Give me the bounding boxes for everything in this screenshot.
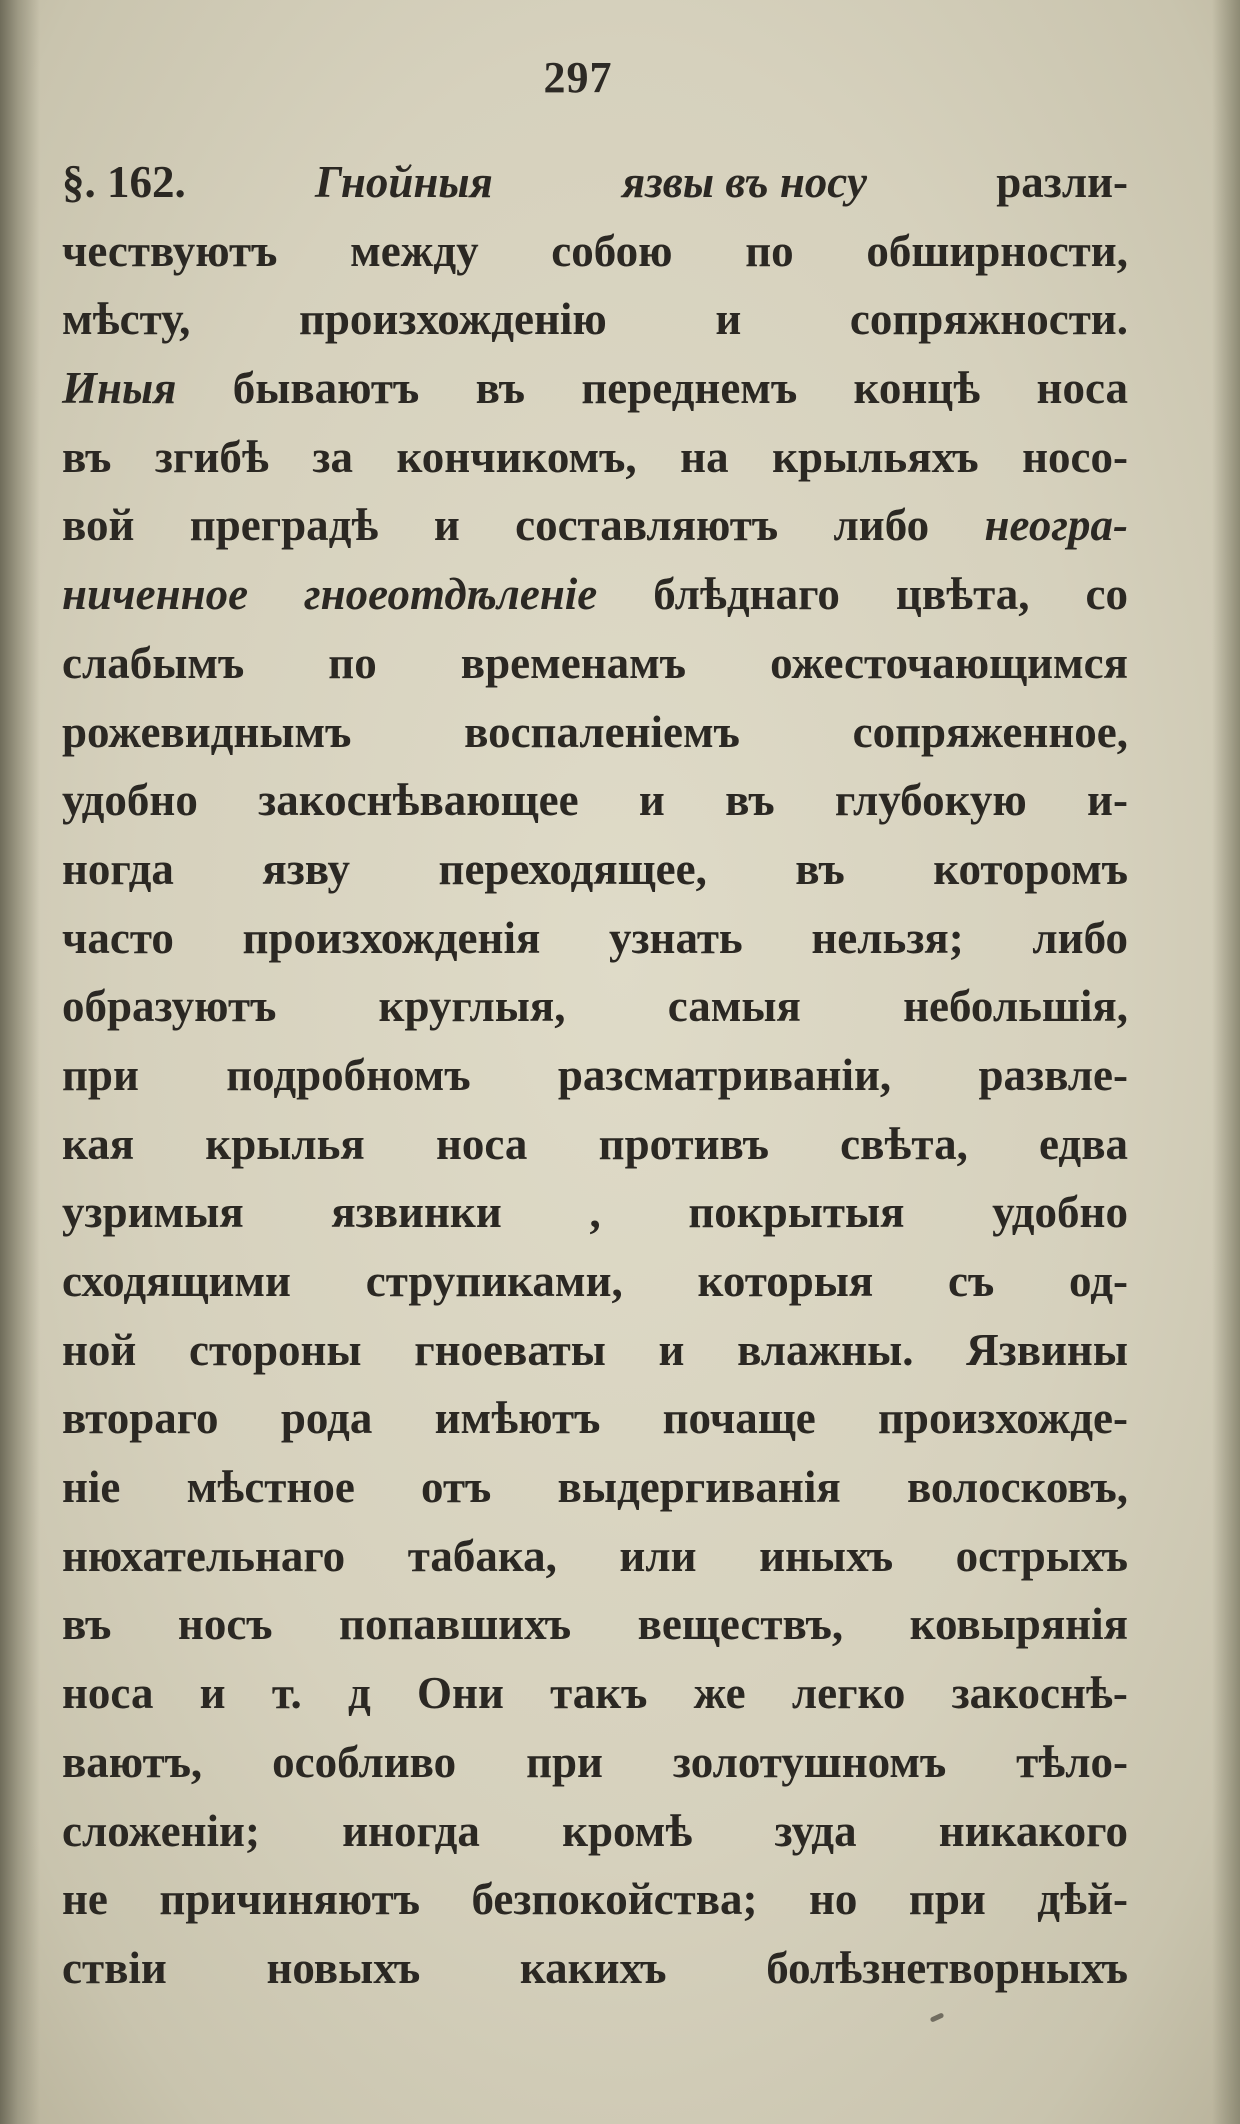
text-line bbox=[62, 1384, 1128, 1453]
word: попавшихъ bbox=[339, 1599, 572, 1650]
word: , bbox=[589, 1187, 601, 1238]
word: разсматриваніи, bbox=[557, 1049, 892, 1100]
text-line bbox=[62, 835, 1128, 904]
word: которыя bbox=[697, 1256, 874, 1306]
word: язву bbox=[262, 843, 351, 894]
text-line bbox=[62, 1728, 1128, 1797]
word: кончикомъ, bbox=[396, 431, 637, 482]
word: табака, bbox=[407, 1530, 557, 1581]
word: закоснѣ- bbox=[951, 1668, 1128, 1719]
word: од- bbox=[1069, 1256, 1128, 1306]
word: Гнойныя bbox=[315, 157, 493, 207]
word: носа bbox=[1036, 363, 1128, 414]
word: струпиками, bbox=[365, 1256, 623, 1306]
word: язвинки bbox=[331, 1187, 502, 1238]
word: и bbox=[638, 775, 665, 826]
word: произхожденія bbox=[242, 912, 541, 963]
word: такъ bbox=[550, 1668, 648, 1719]
word: разли- bbox=[996, 157, 1128, 207]
word: въ bbox=[475, 363, 526, 414]
text-line bbox=[62, 1110, 1128, 1179]
text-line bbox=[62, 1865, 1128, 1934]
text-line bbox=[62, 1797, 1128, 1866]
word: никакого bbox=[938, 1805, 1128, 1856]
word: ниченное bbox=[62, 569, 249, 620]
text-line bbox=[62, 698, 1128, 767]
word: болѣзнетворныхъ bbox=[766, 1942, 1128, 1993]
word: крыльяхъ bbox=[772, 431, 979, 482]
text-line bbox=[62, 904, 1128, 973]
word: ствіи bbox=[62, 1942, 167, 1993]
word: либо bbox=[1032, 912, 1128, 963]
word: въ bbox=[62, 431, 112, 482]
word: тѣло- bbox=[1016, 1736, 1128, 1787]
word: §. 162. bbox=[62, 157, 186, 207]
word: часто bbox=[62, 912, 174, 963]
word: съ bbox=[948, 1256, 995, 1306]
word: зуда bbox=[774, 1805, 857, 1856]
word: и bbox=[199, 1668, 226, 1719]
word: временамъ bbox=[460, 637, 687, 688]
word: згибѣ bbox=[154, 431, 269, 482]
word: носъ bbox=[177, 1599, 273, 1650]
word: безпокойства; bbox=[471, 1874, 758, 1925]
word: концѣ bbox=[853, 363, 981, 414]
text-line bbox=[62, 1316, 1128, 1385]
word: ной bbox=[62, 1324, 137, 1375]
text-line bbox=[62, 1453, 1128, 1522]
word: ногда bbox=[62, 843, 174, 894]
word: носа bbox=[62, 1668, 154, 1719]
page-number: 297 bbox=[543, 53, 613, 102]
word: отъ bbox=[421, 1462, 492, 1513]
word: узримыя bbox=[62, 1187, 244, 1238]
word: со bbox=[1085, 569, 1128, 620]
text-line bbox=[62, 148, 1128, 217]
word: подробномъ bbox=[226, 1049, 471, 1100]
word: свѣта, bbox=[840, 1118, 968, 1169]
word: нюхательнаго bbox=[62, 1530, 346, 1581]
word: на bbox=[680, 431, 729, 482]
word: иногда bbox=[342, 1805, 480, 1856]
word: рода bbox=[280, 1393, 373, 1444]
word: воспаленіемъ bbox=[464, 706, 740, 757]
text-line bbox=[62, 1041, 1128, 1110]
word: обширности, bbox=[866, 225, 1128, 276]
text-line bbox=[62, 1178, 1128, 1247]
word: въ bbox=[62, 1599, 112, 1650]
word: при bbox=[908, 1874, 986, 1925]
word: гноеваты bbox=[414, 1324, 606, 1375]
word: влажны. bbox=[737, 1324, 914, 1375]
word: и bbox=[715, 294, 742, 345]
word: мѣсту, bbox=[62, 294, 191, 345]
word: чествуютъ bbox=[62, 225, 278, 276]
word: вой bbox=[62, 500, 135, 551]
text-line bbox=[62, 1659, 1128, 1728]
word: веществъ, bbox=[637, 1599, 844, 1650]
word: д bbox=[348, 1668, 371, 1719]
word: новыхъ bbox=[266, 1942, 421, 1993]
word: крылья bbox=[205, 1118, 365, 1169]
word: кромѣ bbox=[562, 1805, 693, 1856]
word: сопряжности. bbox=[849, 294, 1128, 345]
word: закоснѣвающее bbox=[258, 775, 579, 826]
word: и bbox=[433, 500, 460, 551]
word: противъ bbox=[598, 1118, 769, 1169]
word: переднемъ bbox=[581, 363, 798, 414]
word: золотушномъ bbox=[672, 1736, 947, 1787]
word: мѣстное bbox=[186, 1462, 355, 1513]
word: острыхъ bbox=[955, 1530, 1128, 1581]
text-line bbox=[62, 354, 1128, 423]
text-line bbox=[62, 1522, 1128, 1591]
word: между bbox=[350, 225, 479, 276]
text-line bbox=[62, 217, 1128, 286]
word: причиняютъ bbox=[159, 1874, 420, 1925]
word: при bbox=[526, 1736, 603, 1787]
text-line bbox=[62, 972, 1128, 1041]
word: едва bbox=[1039, 1118, 1128, 1169]
word: но bbox=[809, 1874, 858, 1925]
text-line bbox=[62, 766, 1128, 835]
word: и bbox=[658, 1324, 685, 1375]
word: удобно bbox=[62, 775, 198, 826]
text-line bbox=[62, 629, 1128, 698]
text-line bbox=[62, 560, 1128, 629]
word: при bbox=[62, 1049, 139, 1100]
word: неогра- bbox=[984, 500, 1128, 551]
word: почаще bbox=[662, 1393, 816, 1444]
word: кая bbox=[62, 1118, 135, 1169]
word: Иныя bbox=[62, 363, 177, 414]
word: Они bbox=[417, 1668, 504, 1719]
word: самыя bbox=[667, 981, 801, 1032]
word: небольшія, bbox=[903, 981, 1128, 1032]
word: рожевиднымъ bbox=[62, 706, 352, 757]
word: составляютъ bbox=[515, 500, 779, 551]
word: гноеотдѣленіе bbox=[304, 569, 598, 620]
word: не bbox=[62, 1874, 108, 1925]
word: собою bbox=[551, 225, 673, 276]
text-line bbox=[62, 1934, 1128, 2003]
word: по bbox=[745, 225, 794, 276]
word: волосковъ, bbox=[906, 1462, 1128, 1513]
word: сложеніи; bbox=[62, 1805, 260, 1856]
ink-smudge bbox=[930, 2012, 945, 2022]
word: бываютъ bbox=[232, 363, 420, 414]
word: какихъ bbox=[519, 1942, 667, 1993]
word: т. bbox=[271, 1668, 302, 1719]
word: ковырянія bbox=[909, 1599, 1128, 1650]
text-line bbox=[62, 423, 1128, 492]
word: либо bbox=[833, 500, 930, 551]
text-line bbox=[62, 1247, 1128, 1316]
word: узнать bbox=[608, 912, 743, 963]
word: за bbox=[312, 431, 353, 482]
word: удобно bbox=[992, 1187, 1128, 1238]
word: переходящее, bbox=[438, 843, 707, 894]
word: сопряженное, bbox=[852, 706, 1128, 757]
word: въ bbox=[795, 843, 845, 894]
word: иныхъ bbox=[759, 1530, 894, 1581]
word: язвы въ носу bbox=[622, 157, 867, 207]
word: выдергиванія bbox=[557, 1462, 841, 1513]
word: слабымъ bbox=[62, 637, 245, 688]
word: образуютъ bbox=[62, 981, 277, 1032]
word: которомъ bbox=[933, 843, 1128, 894]
text-line bbox=[62, 285, 1128, 354]
text-line bbox=[62, 491, 1128, 560]
word: произхожденію bbox=[298, 294, 607, 345]
word: Язвины bbox=[966, 1324, 1128, 1375]
word: покрытыя bbox=[688, 1187, 905, 1238]
word: легко bbox=[791, 1668, 906, 1719]
word: ніе bbox=[62, 1462, 121, 1513]
text-line bbox=[62, 1590, 1128, 1659]
word: имѣютъ bbox=[434, 1393, 601, 1444]
word: произхожде- bbox=[878, 1393, 1128, 1444]
word: въ bbox=[725, 775, 775, 826]
word: ожесточающимся bbox=[770, 637, 1128, 688]
word: или bbox=[619, 1530, 697, 1581]
word: блѣднаго bbox=[653, 569, 840, 620]
word: же bbox=[693, 1668, 746, 1719]
word: преградѣ bbox=[189, 500, 379, 551]
word: особливо bbox=[272, 1736, 457, 1787]
word: стороны bbox=[188, 1324, 362, 1375]
word: носа bbox=[435, 1118, 528, 1169]
word: и- bbox=[1087, 775, 1128, 826]
word: носо- bbox=[1022, 431, 1128, 482]
body-text bbox=[62, 148, 1128, 2003]
word: круглыя, bbox=[378, 981, 566, 1032]
word: нельзя; bbox=[811, 912, 964, 963]
word: по bbox=[328, 637, 377, 688]
word: дѣй- bbox=[1037, 1874, 1128, 1925]
word: сходящими bbox=[62, 1256, 291, 1306]
word: цвѣта, bbox=[895, 569, 1030, 620]
word: втораго bbox=[62, 1393, 219, 1444]
word: ваютъ, bbox=[62, 1736, 203, 1787]
word: развле- bbox=[978, 1049, 1128, 1100]
word: глубокую bbox=[834, 775, 1027, 826]
